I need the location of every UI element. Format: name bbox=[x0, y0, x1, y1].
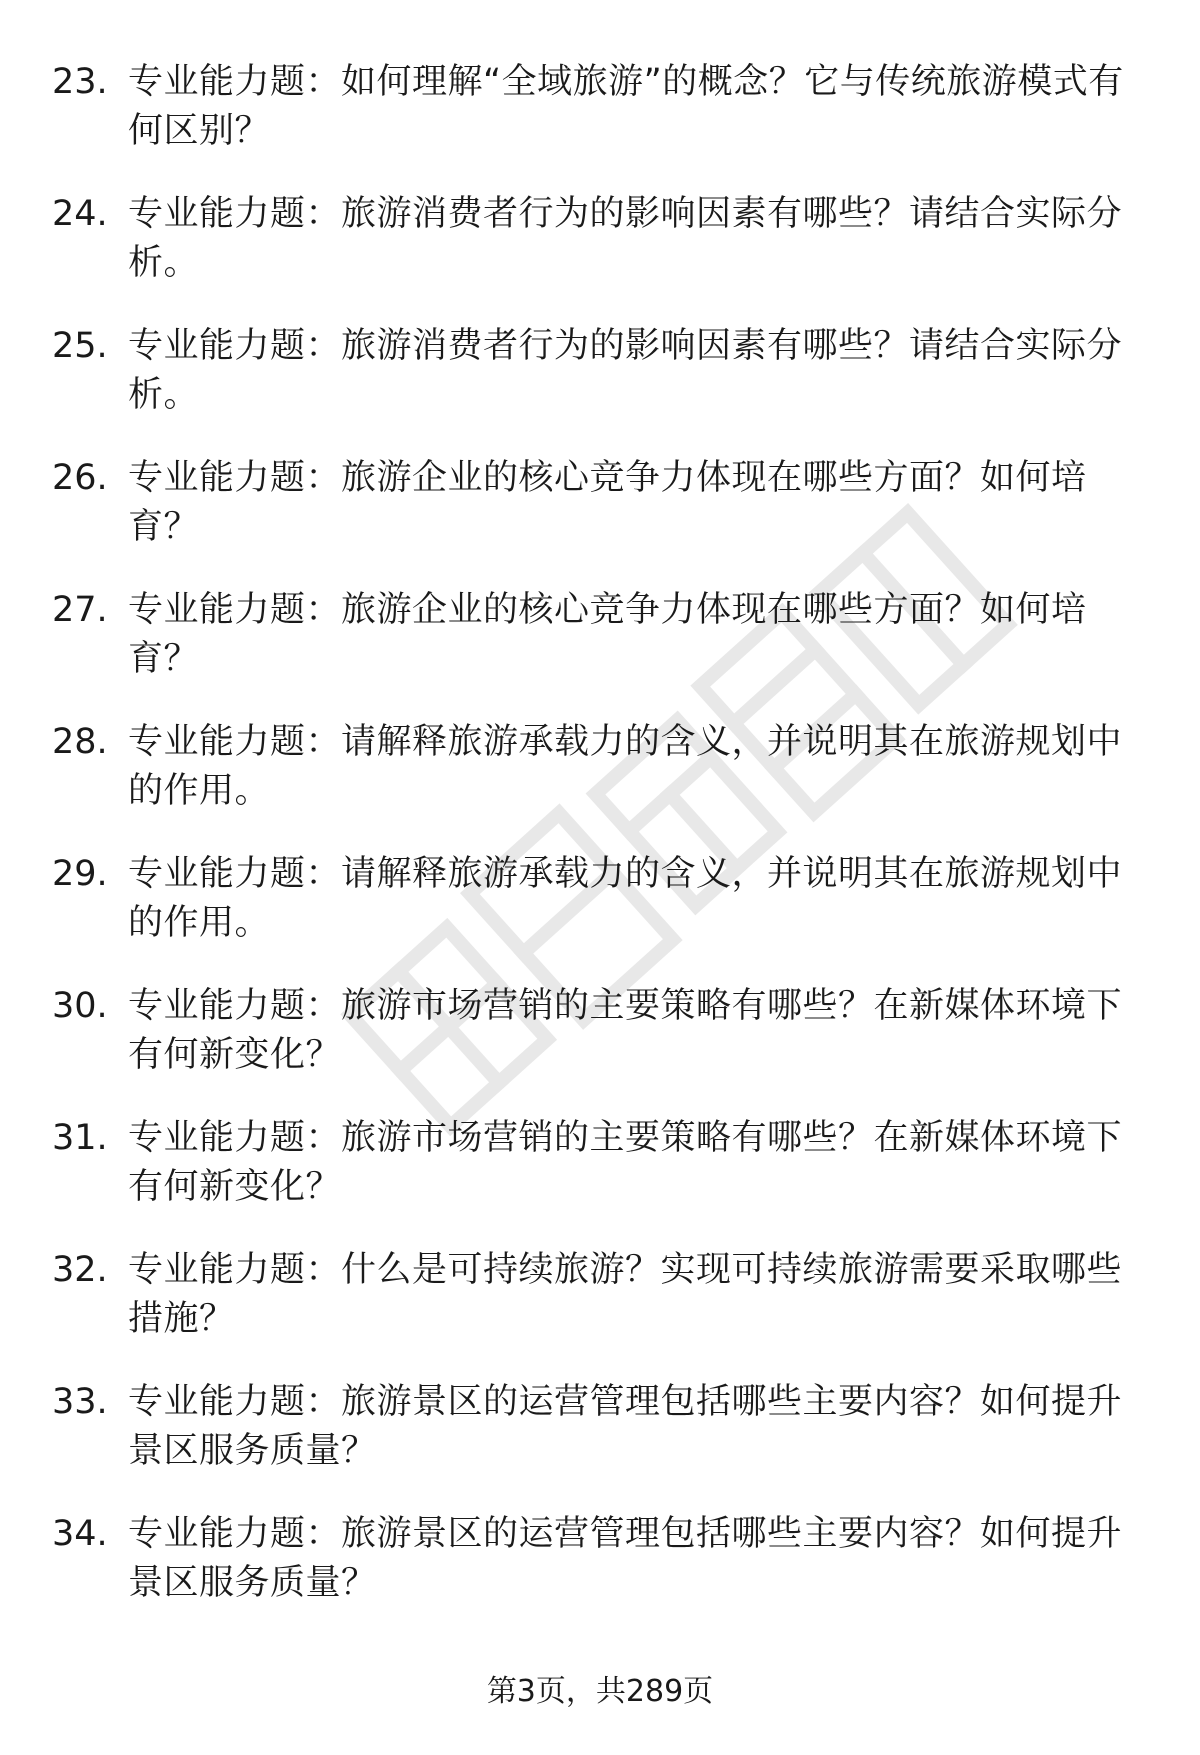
question-text: 专业能力题：旅游市场营销的主要策略有哪些？在新媒体环境下有何新变化？ bbox=[128, 1118, 1123, 1207]
list-item bbox=[52, 1378, 1152, 1510]
list-item bbox=[52, 1114, 1152, 1246]
question-number: 25. bbox=[52, 326, 108, 366]
question-number: 30. bbox=[52, 986, 108, 1026]
question-text: 专业能力题：旅游消费者行为的影响因素有哪些？请结合实际分析。 bbox=[128, 194, 1123, 283]
question-number: 34. bbox=[52, 1514, 108, 1554]
page-number-footer: 第3页，共289页 bbox=[486, 1674, 714, 1709]
question-number: 32. bbox=[52, 1250, 108, 1290]
question-text: 专业能力题：旅游景区的运营管理包括哪些主要内容？如何提升景区服务质量？ bbox=[128, 1514, 1123, 1603]
question-text: 专业能力题：旅游企业的核心竞争力体现在哪些方面？如何培育？ bbox=[128, 458, 1087, 547]
question-text: 专业能力题：如何理解“全域旅游”的概念？它与传统旅游模式有何区别？ bbox=[128, 62, 1124, 151]
list-item bbox=[52, 1246, 1152, 1378]
list-item bbox=[52, 982, 1152, 1114]
question-text: 专业能力题：请解释旅游承载力的含义，并说明其在旅游规划中的作用。 bbox=[128, 854, 1123, 943]
question-text: 专业能力题：旅游企业的核心竞争力体现在哪些方面？如何培育？ bbox=[128, 590, 1087, 679]
question-text: 专业能力题：旅游消费者行为的影响因素有哪些？请结合实际分析。 bbox=[128, 326, 1123, 415]
question-text: 专业能力题：什么是可持续旅游？实现可持续旅游需要采取哪些措施？ bbox=[128, 1250, 1123, 1339]
question-number: 33. bbox=[52, 1382, 108, 1422]
question-list bbox=[52, 58, 1152, 1642]
question-number: 29. bbox=[52, 854, 108, 894]
list-item bbox=[52, 850, 1152, 982]
list-item bbox=[52, 586, 1152, 718]
question-number: 26. bbox=[52, 458, 108, 498]
question-number: 24. bbox=[52, 194, 108, 234]
list-item bbox=[52, 322, 1152, 454]
question-text: 专业能力题：旅游市场营销的主要策略有哪些？在新媒体环境下有何新变化？ bbox=[128, 986, 1123, 1075]
question-text: 专业能力题：旅游景区的运营管理包括哪些主要内容？如何提升景区服务质量？ bbox=[128, 1382, 1123, 1471]
question-text: 专业能力题：请解释旅游承载力的含义，并说明其在旅游规划中的作用。 bbox=[128, 722, 1123, 811]
question-number: 28. bbox=[52, 722, 108, 762]
question-number: 31. bbox=[52, 1118, 108, 1158]
list-item bbox=[52, 718, 1152, 850]
question-number: 23. bbox=[52, 62, 108, 102]
list-item bbox=[52, 454, 1152, 586]
question-number: 27. bbox=[52, 590, 108, 630]
list-item bbox=[52, 190, 1152, 322]
list-item bbox=[52, 58, 1152, 190]
list-item bbox=[52, 1510, 1152, 1642]
